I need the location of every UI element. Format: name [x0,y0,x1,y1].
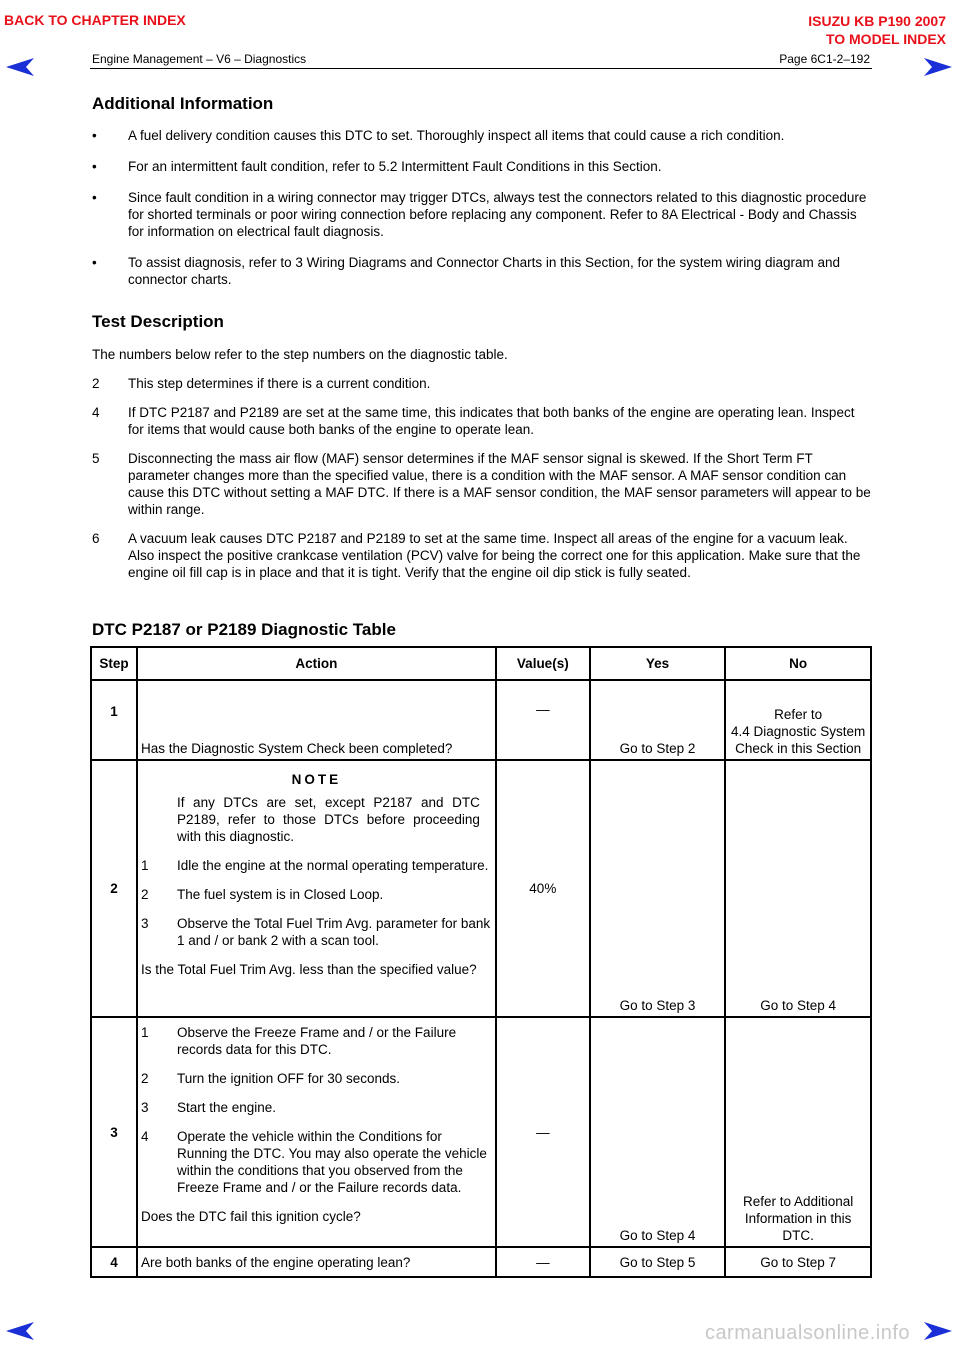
value-cell: — [496,1247,590,1277]
list-item: 6 A vacuum leak causes DTC P2187 and P2189 to set at the same time. Inspect all areas of the engine for a vacuum leak. Also inspect the positive crankcase ventilation (PCV) valve for being the correct one for this application. Make sure that the engine oil fill cap is in place and that it is tight. Verify that the engine oil dip stick is fully seated. [92,531,861,580]
no-cell: Go to Step 7 [725,1247,871,1277]
no-cell: Go to Step 4 [725,760,871,1017]
test-description-heading: Test Description [92,312,224,331]
action-cell [137,760,496,1017]
list-item: • To assist diagnosis, refer to 3 Wiring Diagrams and Connector Charts in this Section, for the system wiring diagram and connector charts. [92,255,841,287]
previous-page-arrow-icon-bottom[interactable] [6,1322,36,1340]
column-header-values: Value(s) [496,647,590,680]
next-page-arrow-icon[interactable] [922,58,952,76]
value-cell: — [496,1017,590,1247]
additional-information-heading: Additional Information [92,94,274,113]
action-question: Are both banks of the engine operating lean? [137,1247,496,1277]
list-item: 1 Observe the Freeze Frame and / or the Failure records data for this DTC. [140,1025,457,1057]
table-row [91,1247,871,1277]
table-row [91,760,871,1017]
list-item: • A fuel delivery condition causes this DTC to set. Thoroughly inspect all items that could cause a rich condition. [92,128,785,143]
model-title: ISUZU KB P190 2007 [808,13,946,29]
list-item: 3 Start the engine. [140,1100,277,1115]
list-item: 4 Operate the vehicle within the Conditions for Running the DTC. You may also operate the vehicle within the conditions that you observed from the Freeze Frame and / or the Failure records data. [140,1129,487,1195]
list-item: • For an intermittent fault condition, refer to 5.2 Intermittent Fault Conditions in this Section. [92,159,662,174]
yes-cell: Go to Step 4 [590,1017,726,1247]
header-section-title: Engine Management – V6 – Diagnostics [92,52,307,66]
action-cell [137,1017,496,1247]
list-item: 2 The fuel system is in Closed Loop. [140,887,384,902]
action-question: Has the Diagnostic System Check been completed? [137,680,496,760]
action-question: Is the Total Fuel Trim Avg. less than the specified value? [140,962,477,977]
test-description-intro: The numbers below refer to the step numbers on the diagnostic table. [92,347,508,362]
step-number: 4 [91,1247,137,1277]
diagnostic-table [90,646,872,1278]
list-item: 3 Observe the Total Fuel Trim Avg. parameter for bank 1 and / or bank 2 with a scan tool. [140,916,491,948]
list-item: • Since fault condition in a wiring connector may trigger DTCs, always test the connectors related to this diagnostic procedure for shorted terminals or poor wiring connection before replacing any component. Refer to 8A Electrical - Body and Chassis for information on electrical fault diagnosis. [92,190,867,239]
column-header-step: Step [91,647,137,680]
table-row [91,1017,871,1247]
column-header-yes: Yes [590,647,726,680]
value-cell: — [496,680,590,760]
no-cell: Refer to 4.4 Diagnostic System Check in this Section [725,680,871,760]
note-title: NOTE [291,772,342,787]
list-item: 4 If DTC P2187 and P2189 are set at the same time, this indicates that both banks of the engine are operating lean. Inspect for items that would cause both banks of the engine to operate lean. [92,405,855,437]
no-cell: Refer to Additional Information in this DTC. [725,1017,871,1247]
yes-cell: Go to Step 3 [590,760,726,1017]
step-number: 3 [91,1017,137,1247]
list-item: 2 Turn the ignition OFF for 30 seconds. [140,1071,401,1086]
step-number: 2 [91,760,137,1017]
yes-cell: Go to Step 5 [590,1247,726,1277]
list-item: 5 Disconnecting the mass air flow (MAF) sensor determines if the MAF sensor signal is skewed. If the Short Term FT parameter changes more than the specified value, there is a condition with the MAF sensor. A MAF sensor condition can cause this DTC without setting a MAF DTC. If there is a MAF sensor condition, the MAF sensor parameters will appear to be within range. [92,451,871,517]
step-number: 1 [91,680,137,760]
next-page-arrow-icon-bottom[interactable] [922,1322,952,1340]
to-model-index-link[interactable] [808,12,946,48]
note-text: If any DTCs are set, except P2187 and DTC P2189, refer to those DTCs before proceeding with this diagnostic. [176,795,480,844]
list-item: 2 This step determines if there is a current condition. [92,376,431,391]
back-to-chapter-index-link[interactable]: BACK TO CHAPTER INDEX [4,12,186,28]
header-page-number: Page 6C1-2–192 [779,52,870,66]
action-question: Does the DTC fail this ignition cycle? [140,1209,361,1224]
previous-page-arrow-icon[interactable] [6,58,36,76]
test-description-section [92,312,872,581]
column-header-no: No [725,647,871,680]
watermark: carmanualsonline.info [704,1322,910,1344]
table-header-row [91,647,871,680]
value-cell: 40% [496,760,590,1017]
diagnostic-table-heading: DTC P2187 or P2189 Diagnostic Table [92,620,396,639]
column-header-action: Action [137,647,496,680]
additional-information-section [92,94,872,288]
diagnostic-table-section [92,620,396,640]
list-item: 1 Idle the engine at the normal operating temperature. [140,858,489,873]
table-row [91,680,871,760]
model-index-label: TO MODEL INDEX [825,31,946,47]
header-divider [90,68,872,69]
yes-cell: Go to Step 2 [590,680,726,760]
